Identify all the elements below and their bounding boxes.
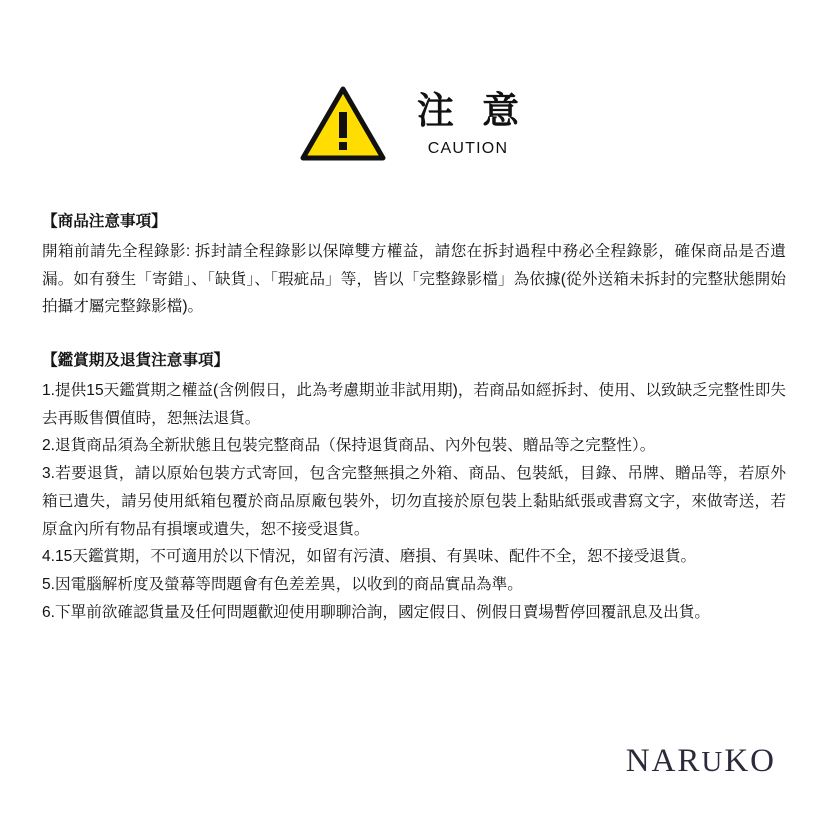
section-divider-space — [42, 321, 786, 347]
section-product-notice — [42, 208, 786, 321]
caution-label-group — [408, 89, 529, 157]
caution-label-en: CAUTION — [427, 139, 509, 157]
section-title-product: 【商品注意事項】 — [42, 213, 167, 230]
brand-logo — [626, 743, 776, 780]
return-policy-item: 5.因電腦解析度及螢幕等問題會有色差差異，以收到的商品實品為準。 — [42, 576, 523, 593]
notice-content — [42, 208, 786, 627]
return-policy-item: 2.退貨商品須為全新狀態且包裝完整商品（保持退貨商品、內外包裝、贈品等之完整性）。 — [42, 437, 656, 455]
caution-label-cn: 注 意 — [416, 89, 529, 131]
caution-header — [0, 0, 828, 162]
brand-text-part2: KO — [724, 743, 776, 779]
brand-text-u: U — [701, 746, 725, 778]
section-return-policy — [42, 347, 786, 627]
return-policy-item: 6.下單前欲確認貨量及任何問題歡迎使用聊聊洽詢，國定假日、例假日賣場暫停回覆訊息及出貨。 — [42, 603, 710, 621]
return-policy-item: 1.提供15天鑑賞期之權益(含例假日，此為考慮期並非試用期)，若商品如經拆封、使用、以致缺乏完整性即失去再販售價值時，恕無法退貨。 — [42, 381, 786, 427]
brand-text-part1: NAR — [625, 743, 702, 779]
warning-triangle-icon — [300, 86, 386, 162]
section-paragraph-product: 開箱前請先全程錄影: 拆封請全程錄影以保障雙方權益，請您在拆封過程中務必全程錄影，確保商品是否遺漏。如有發生「寄錯」、「缺貨」、「瑕疵品」等，皆以「完整錄影檔」為依據(從外送箱未拆封的完整狀態開始拍攝才屬完整錄影檔)。 — [42, 242, 786, 316]
return-policy-item: 4.15天鑑賞期，不可適用於以下情況，如留有污漬、磨損、有異味、配件不全，恕不接受退貨。 — [42, 548, 697, 566]
return-policy-item: 3.若要退貨，請以原始包裝方式寄回，包含完整無損之外箱、商品、包裝紙，目錄、吊牌、贈品等，若原外箱已遺失，請另使用紙箱包覆於商品原廠包裝外，切勿直接於原包裝上黏貼紙張或書寫文字，來做寄送，若原盒內所有物品有損壞或遺失，恕不接受退貨。 — [42, 465, 786, 538]
section-title-return: 【鑑賞期及退貨注意事項】 — [42, 352, 230, 369]
